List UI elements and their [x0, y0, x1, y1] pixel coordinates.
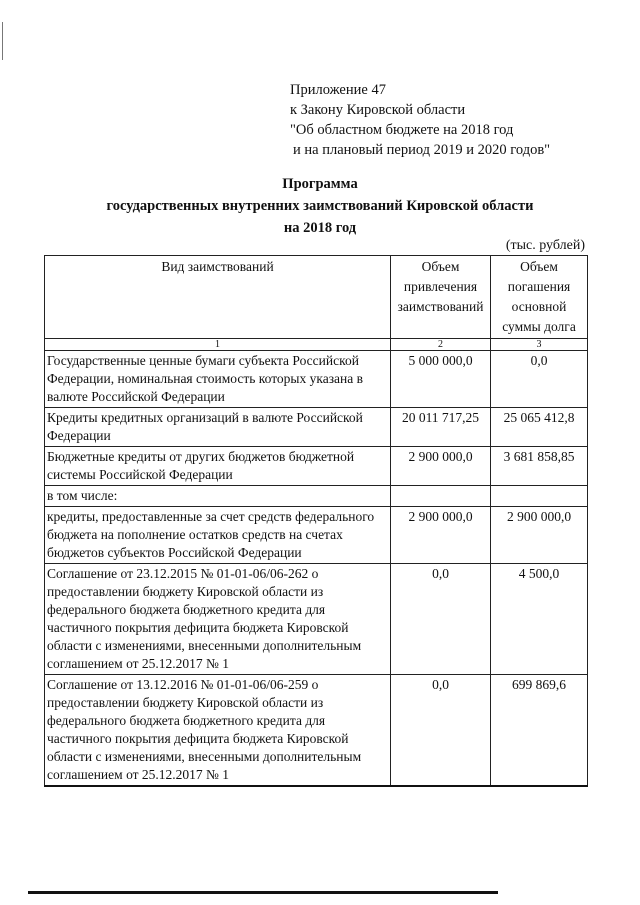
scan-margin-mark	[2, 22, 3, 60]
units-label: (тыс. рублей)	[505, 238, 585, 253]
table-row	[45, 507, 588, 564]
table-row	[45, 351, 588, 408]
column-number: 2	[391, 339, 491, 351]
table-row	[45, 564, 588, 675]
row-name: Государственные ценные бумаги субъекта Российской Федерации, номинальная стоимость которых указана в валюте Российской Федерации	[45, 351, 391, 408]
row-name: Соглашение от 23.12.2015 № 01-01-06/06-262 о предоставлении бюджету Кировской области из федерального бюджета бюджетного кредита для частичного покрытия дефицита бюджета Кировской области с изменениями, внесенными дополнительным соглашением от 25.12.2017 № 1	[45, 564, 391, 675]
row-attract-value	[391, 486, 491, 507]
row-name: Бюджетные кредиты от других бюджетов бюджетной системы Российской Федерации	[45, 447, 391, 486]
appendix-law: к Закону Кировской области	[290, 102, 466, 118]
row-repay-value: 699 869,6	[491, 675, 588, 787]
title-line-2: государственных внутренних заимствований Кировской области	[106, 198, 534, 214]
table-header-row	[45, 256, 588, 339]
column-number: 1	[45, 339, 391, 351]
table-row	[45, 675, 588, 787]
appendix-law-period: и на плановый период 2019 и 2020 годов"	[293, 142, 551, 158]
row-attract-value: 2 900 000,0	[391, 507, 491, 564]
row-name: в том числе:	[45, 486, 391, 507]
borrowing-program-table	[44, 255, 588, 787]
row-repay-value: 3 681 858,85	[491, 447, 588, 486]
row-name: Кредиты кредитных организаций в валюте Российской Федерации	[45, 408, 391, 447]
row-attract-value: 20 011 717,25	[391, 408, 491, 447]
row-attract-value: 5 000 000,0	[391, 351, 491, 408]
column-number: 3	[491, 339, 588, 351]
document-title	[0, 173, 640, 239]
row-repay-value: 0,0	[491, 351, 588, 408]
column-number-row	[45, 339, 588, 351]
title-line-1: Программа	[282, 176, 358, 192]
row-attract-value: 2 900 000,0	[391, 447, 491, 486]
row-name: кредиты, предоставленные за счет средств федерального бюджета на пополнение остатков средств на счетах бюджетов субъектов Российской Федерации	[45, 507, 391, 564]
page-bottom-rule	[28, 891, 498, 894]
title-line-3: на 2018 год	[283, 220, 357, 236]
row-repay-value: 25 065 412,8	[491, 408, 588, 447]
row-repay-value	[491, 486, 588, 507]
appendix-number: Приложение 47	[290, 82, 386, 98]
header-borrowing-type: Вид заимствований	[45, 256, 391, 339]
table-row	[45, 447, 588, 486]
header-attract-volume: Объем привлечения заимствований	[391, 256, 491, 339]
table-row	[45, 408, 588, 447]
row-repay-value: 2 900 000,0	[491, 507, 588, 564]
appendix-header	[290, 80, 550, 160]
row-attract-value: 0,0	[391, 564, 491, 675]
appendix-law-title: "Об областном бюджете на 2018 год	[290, 122, 514, 138]
row-repay-value: 4 500,0	[491, 564, 588, 675]
table-row	[45, 486, 588, 507]
row-name: Соглашение от 13.12.2016 № 01-01-06/06-259 о предоставлении бюджету Кировской области из федерального бюджета бюджетного кредита для частичного покрытия дефицита бюджета Кировской области с изменениями, внесенными дополнительным соглашением от 25.12.2017 № 1	[45, 675, 391, 787]
row-attract-value: 0,0	[391, 675, 491, 787]
header-repay-volume: Объем погашения основной суммы долга	[491, 256, 588, 339]
